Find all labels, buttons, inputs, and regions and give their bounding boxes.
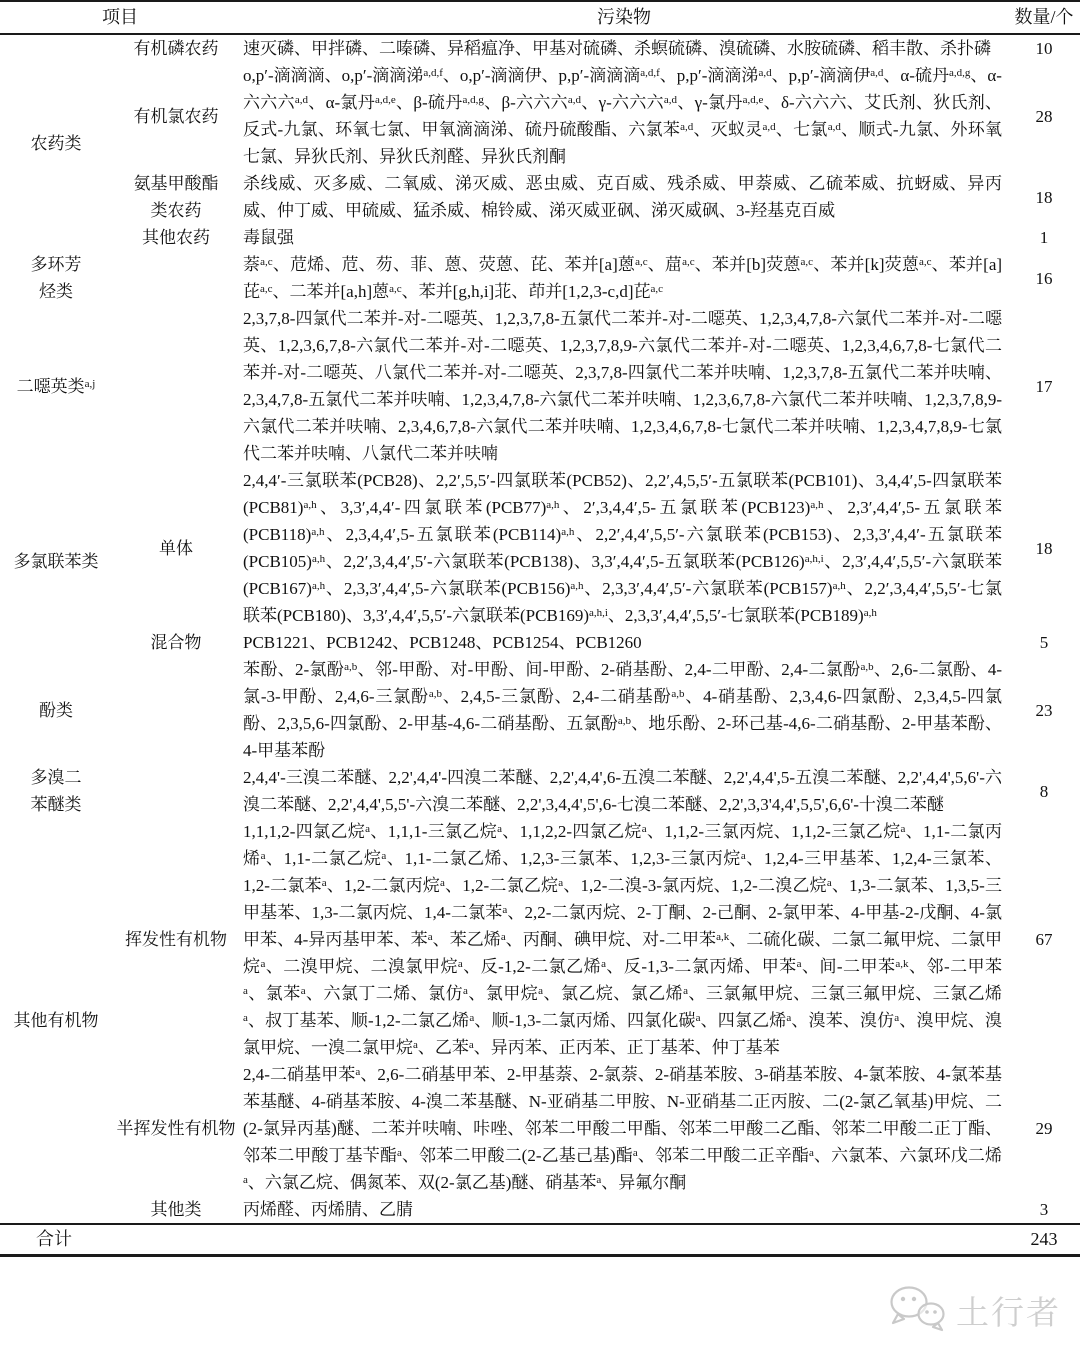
count-cell: 67 [1035, 930, 1053, 949]
total-count: 243 [1008, 1224, 1080, 1256]
pollutants-cell: 杀线威、灭多威、二氧威、涕灭威、恶虫威、克百威、残杀威、甲萘威、乙硫苯威、抗蚜威、异丙威、仲丁威、甲硫威、猛杀威、棉铃威、涕灭威亚砜、涕灭威砜、3-羟基克百威 [243, 174, 1002, 220]
category-cell-phenols: 酚类 [39, 700, 73, 720]
subcategory-cell [112, 656, 240, 764]
subcategory-cell [112, 305, 240, 467]
pollutants-cell: 2,4,4'-三溴二苯醚、2,2',4,4'-四溴二苯醚、2,2',4,4',6-五溴二苯醚、2,2',4,4',5-五溴二苯醚、2,2',4,4',5,6'-六溴二苯醚、2,2',4,4',5,5'-六溴二苯醚、2,2',3,4,4',5',6-七溴二苯醚、2,2',3,3'4,4',5,5',6,6'-十溴二苯醚 [243, 768, 1002, 814]
table-row [0, 305, 1080, 467]
category-cell-pbdes: 多溴二 苯醚类 [30, 768, 82, 814]
count-cell: 5 [1039, 633, 1049, 652]
table-row [0, 170, 1080, 224]
header-pollutant: 污染物 [240, 1, 1008, 34]
table-row [0, 34, 1080, 62]
subcategory-cell: 其他农药 [142, 228, 210, 247]
subcategory-cell: 其他类 [150, 1200, 202, 1219]
subcategory-cell [112, 764, 240, 818]
subcategory-cell: 有机氯农药 [133, 106, 219, 126]
subcategory-cell: 混合物 [150, 633, 202, 652]
count-cell: 18 [1035, 538, 1053, 558]
count-cell: 1 [1039, 228, 1049, 247]
category-cell-pesticides: 农药类 [30, 133, 82, 153]
count-cell: 18 [1035, 187, 1053, 207]
subcategory-cell: 氨基甲酸酯 类农药 [133, 174, 219, 220]
count-cell: 28 [1035, 106, 1053, 126]
table-row [0, 629, 1080, 656]
category-cell-other-organics: 其他有机物 [13, 1011, 99, 1030]
header-row [0, 1, 1080, 34]
pollutants-cell: 苯酚、2-氯酚$^{a,b}$、邻-甲酚、对-甲酚、间-甲酚、2-硝基酚、2,4-二甲酚、2,4-二氯酚$^{a,b}$、2,6-二氯酚、4-氯-3-甲酚、2,4,6-三氯酚$^{a,b}$、2,4,5-三氯酚、2,4-二硝基酚$^{a,b}$、4-硝基酚、2,3,4,6-四氯酚、2,3,4,5-四氯酚、2,3,5,6-四氯酚、2-甲基-4,6-二硝基酚、五氯酚$^{a,b}$、地乐酚、2-环己基-4,6-二硝基酚、2-甲基苯酚、4-甲基苯酚 [243, 660, 1002, 760]
watermark [886, 1281, 1066, 1339]
table-row [0, 1196, 1080, 1224]
count-cell: 17 [1035, 376, 1053, 396]
subcategory-cell: 单体 [159, 538, 193, 558]
table-row [0, 62, 1080, 170]
watermark-text: 土行者 [956, 1295, 1061, 1332]
table-row [0, 818, 1080, 1061]
table-row [0, 764, 1080, 818]
count-cell: 3 [1039, 1200, 1049, 1219]
subcategory-cell [112, 251, 240, 305]
table-row [0, 1061, 1080, 1196]
table-row [0, 656, 1080, 764]
header-item: 项目 [0, 1, 240, 34]
total-row [0, 1224, 1080, 1256]
table-row [0, 224, 1080, 251]
pollutants-cell: 毒鼠强 [243, 228, 294, 247]
table-row [0, 251, 1080, 305]
category-cell-pcbs: 多氯联苯类 [13, 552, 99, 571]
header-count: 数量/个 [1008, 1, 1080, 34]
pollutants-cell: o,p′-滴滴滴、o,p′-滴滴涕$^{a,d,f}$、o,p′-滴滴伊、p,p′-滴滴滴$^{a,d,f}$、p,p′-滴滴涕$^{a,d}$、p,p′-滴滴伊$^{a,d}$、α-硫丹$^{a,d,g}$、α-六六六$^{a,d}$、α-氯丹$^{a,d,e}$、β-硫丹$^{a,d,g}$、β-六六六$^{a,d}$、γ-六六六$^{a,d}$、γ-氯丹$^{a,d,e}$、δ-六六六、艾氏剂、狄氏剂、反式-九氯、环氧七氯、甲氧滴滴涕、硫丹硫酸酯、六氯苯$^{a,d}$、灭蚁灵$^{a,d}$、七氯$^{a,d}$、顺式-九氯、外环氧七氯、异狄氏剂、异狄氏剂醛、异狄氏剂酮 [243, 66, 1003, 166]
total-label: 合计 [0, 1224, 1008, 1256]
pollutants-cell: 速灭磷、甲拌磷、二嗪磷、异稻瘟净、甲基对硫磷、杀螟硫磷、溴硫磷、水胺硫磷、稻丰散、杀扑磷 [243, 39, 991, 58]
category-cell-pahs: 多环芳 烃类 [30, 255, 82, 301]
category-cell-dioxins: 二噁英类$^{a,j}$ [16, 376, 96, 396]
table-row [0, 467, 1080, 629]
pollutants-cell: PCB1221、PCB1242、PCB1248、PCB1254、PCB1260 [243, 633, 642, 652]
count-cell: 10 [1035, 39, 1053, 58]
count-cell: 29 [1035, 1119, 1053, 1138]
pollutants-cell: 萘$^{a,c}$、苊烯、苊、芴、菲、蒽、荧蒽、芘、苯并[a]蒽$^{a,c}$、䓛$^{a,c}$、苯并[b]荧蒽$^{a,c}$、苯并[k]荧蒽$^{a,c}$、苯并[a]芘$^{a,c}$、二苯并[a,h]蒽$^{a,c}$、苯并[g,h,i]苝、茚并[1,2,3-c,d]芘$^{a,c}$ [243, 255, 1003, 301]
count-cell: 8 [1039, 781, 1049, 801]
subcategory-cell: 有机磷农药 [133, 39, 219, 58]
count-cell: 16 [1035, 268, 1053, 288]
subcategory-cell: 挥发性有机物 [125, 930, 227, 949]
wechat-icon [886, 1281, 948, 1340]
pollutants-cell: 2,3,7,8-四氯代二苯并-对-二噁英、1,2,3,7,8-五氯代二苯并-对-二噁英、1,2,3,4,7,8-六氯代二苯并-对-二噁英、1,2,3,6,7,8-六氯代二苯并-对-二噁英、1,2,3,7,8,9-六氯代二苯并-对-二噁英、1,2,3,4,6,7,8-七氯代二苯并-对-二噁英、八氯代二苯并-对-二噁英、2,3,7,8-四氯代二苯并呋喃、1,2,3,7,8-五氯代二苯并呋喃、2,3,4,7,8-五氯代二苯并呋喃、1,2,3,4,7,8-六氯代二苯并呋喃、1,2,3,6,7,8-六氯代二苯并呋喃、1,2,3,7,8,9-六氯代二苯并呋喃、2,3,4,6,7,8-六氯代二苯并呋喃、1,2,3,4,6,7,8-七氯代二苯并呋喃、1,2,3,4,7,8,9-七氯代二苯并呋喃、八氯代二苯并呋喃 [243, 309, 1002, 463]
count-cell: 23 [1035, 700, 1053, 720]
pollutants-cell: 2,4-二硝基甲苯$^a$、2,6-二硝基甲苯、2-甲基萘、2-氯萘、2-硝基苯胺、3-硝基苯胺、4-氯苯胺、4-氯苯基苯基醚、4-硝基苯胺、4-溴二苯基醚、N-亚硝基二甲胺、N-亚硝基二正丙胺、二(2-氯乙氧基)甲烷、二(2-氯异丙基)醚、二苯并呋喃、咔唑、邻苯二甲酸二甲酯、邻苯二甲酸二乙酯、邻苯二甲酸二正丁酯、邻苯二甲酸丁基苄酯$^a$、邻苯二甲酸二(2-乙基己基)酯$^a$、邻苯二甲酸二正辛酯$^a$、六氯苯、六氯环戊二烯$^a$、六氯乙烷、偶氮苯、双(2-氯乙基)醚、硝基苯$^a$、异氟尔酮 [243, 1065, 1003, 1192]
subcategory-cell: 半挥发性有机物 [116, 1119, 236, 1138]
pollutants-cell: 丙烯醛、丙烯腈、乙腈 [243, 1200, 413, 1219]
pollutants-cell: 2,4,4′-三氯联苯(PCB28)、2,2′,5,5′-四氯联苯(PCB52)、2,2′,4,5,5′-五氯联苯(PCB101)、3,4,4′,5-四氯联苯$(PCB81)^{a,h}$、3,3′,4,4′-四氯联苯$(PCB77)^{a,h}$、2′,3,4,4′,5-五氯联苯$(PCB123)^{a,h}$、2,3′,4,4′,5-五氯联苯$(PCB118)^{a,h}$、2,3,4,4′,5-五氯联苯$(PCB114)^{a,h}$、2,2′,4,4′,5,5′-六氯联苯(PCB153)、2,3,3′,4,4′-五氯联苯$(PCB105)^{a,h}$、2,2′,3,4,4′,5′-六氯联苯(PCB138)、3,3′,4,4′,5-五氯联苯$(PCB126)^{a,h,i}$、2,3′,4,4′,5,5′-六氯联苯$(PCB167)^{a,h}$、2,3,3′,4,4′,5-六氯联苯$(PCB156)^{a,h}$、2,3,3′,4,4′,5′-六氯联苯$(PCB157)^{a,h}$、2,2′,3,4,4′,5,5′-七氯联苯(PCB180)、3,3′,4,4′,5,5′-六氯联苯$(PCB169)^{a,h,i}$、2,3,3′,4,4′,5,5′-七氯联苯$(PCB189)^{a,h}$ [243, 471, 1002, 625]
pollutants-cell: 1,1,1,2-四氯乙烷$^a$、1,1,1-三氯乙烷$^a$、1,1,2,2-四氯乙烷$^a$、1,1,2-三氯丙烷、1,1,2-三氯乙烷$^a$、1,1-二氯丙烯$^a$、1,1-二氯乙烷$^a$、1,1-二氯乙烯、1,2,3-三氯苯、1,2,3-三氯丙烷$^a$、1,2,4-三甲基苯、1,2,4-三氯苯、1,2-二氯苯$^a$、1,2-二氯丙烷$^a$、1,2-二氯乙烷$^a$、1,2-二溴-3-氯丙烷、1,2-二溴乙烷$^a$、1,3-二氯苯、1,3,5-三甲基苯、1,3-二氯丙烷、1,4-二氯苯$^a$、2,2-二氯丙烷、2-丁酮、2-己酮、2-氯甲苯、4-甲基-2-戊酮、4-氯甲苯、4-异丙基甲苯、苯$^a$、苯乙烯$^a$、丙酮、碘甲烷、对-二甲苯$^{a,k}$、二硫化碳、二氯二氟甲烷、二氯甲烷$^a$、二溴甲烷、二溴氯甲烷$^a$、反-1,2-二氯乙烯$^a$、反-1,3-二氯丙烯、甲苯$^a$、间-二甲苯$^{a,k}$、邻-二甲苯$^a$、氯苯$^a$、六氯丁二烯、氯仿$^a$、氯甲烷$^a$、氯乙烷、氯乙烯$^a$、三氯氟甲烷、三氯三氟甲烷、三氯乙烯$^a$、叔丁基苯、顺-1,2-二氯乙烯$^a$、顺-1,3-二氯丙烯、四氯化碳$^a$、四氯乙烯$^a$、溴苯、溴仿$^a$、溴甲烷、溴氯甲烷、一溴二氯甲烷$^a$、乙苯$^a$、异丙苯、正丙苯、正丁基苯、仲丁基苯 [243, 822, 1003, 1057]
